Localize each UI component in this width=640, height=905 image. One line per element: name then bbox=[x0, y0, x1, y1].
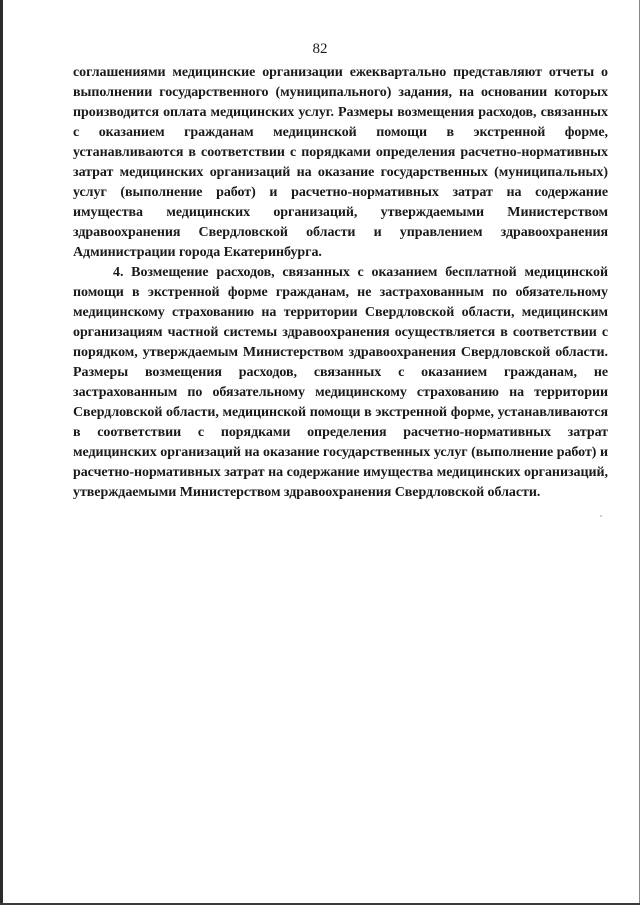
paragraph-item-4: 4. Возмещение расходов, связанных с оказанием бесплатной медицинской помощи в экстренной форме гражданам, не застрахованным по обязательному медицинскому страхованию на территории Свердловской области, медицинским организациям частной системы здравоохранения осуществляется в соответствии с порядком, утверждаемым Министерством здравоохранения Свердловской области. Размеры возмещения расходов, связанных с оказанием гражданам, не застрахованным по обязательному медицинскому страхованию на территории Свердловской области, медицинской помощи в экстренной форме, устанавливаются в соответствии с порядками определения расчетно-нормативных затрат медицинских организаций на оказание государственных услуг (выполнение работ) и расчетно-нормативных затрат на содержание имущества медицинских организаций, утверждаемыми Министерством здравоохранения Свердловской области. bbox=[73, 265, 608, 500]
document-body bbox=[73, 63, 608, 503]
scan-speck bbox=[600, 515, 602, 517]
page-number: 82 bbox=[312, 41, 328, 57]
paragraph-continuation: соглашениями медицинские организации ежеквартально представляют отчеты о выполнении государственного (муниципального) задания, на основании которых производится оплата медицинских услуг. Размеры возмещения расходов, связанных с оказанием гражданам медицинской помощи в экстренной форме, устанавливаются в соответствии с порядками определения расчетно-нормативных затрат медицинских организаций на оказание государственных (муниципальных) услуг (выполнение работ) и расчетно-нормативных затрат на содержание имущества медицинских организаций, утверждаемыми Министерством здравоохранения Свердловской области и управлением здравоохранения Администрации города Екатеринбурга. bbox=[73, 65, 608, 260]
scan-edge-left bbox=[0, 0, 3, 905]
